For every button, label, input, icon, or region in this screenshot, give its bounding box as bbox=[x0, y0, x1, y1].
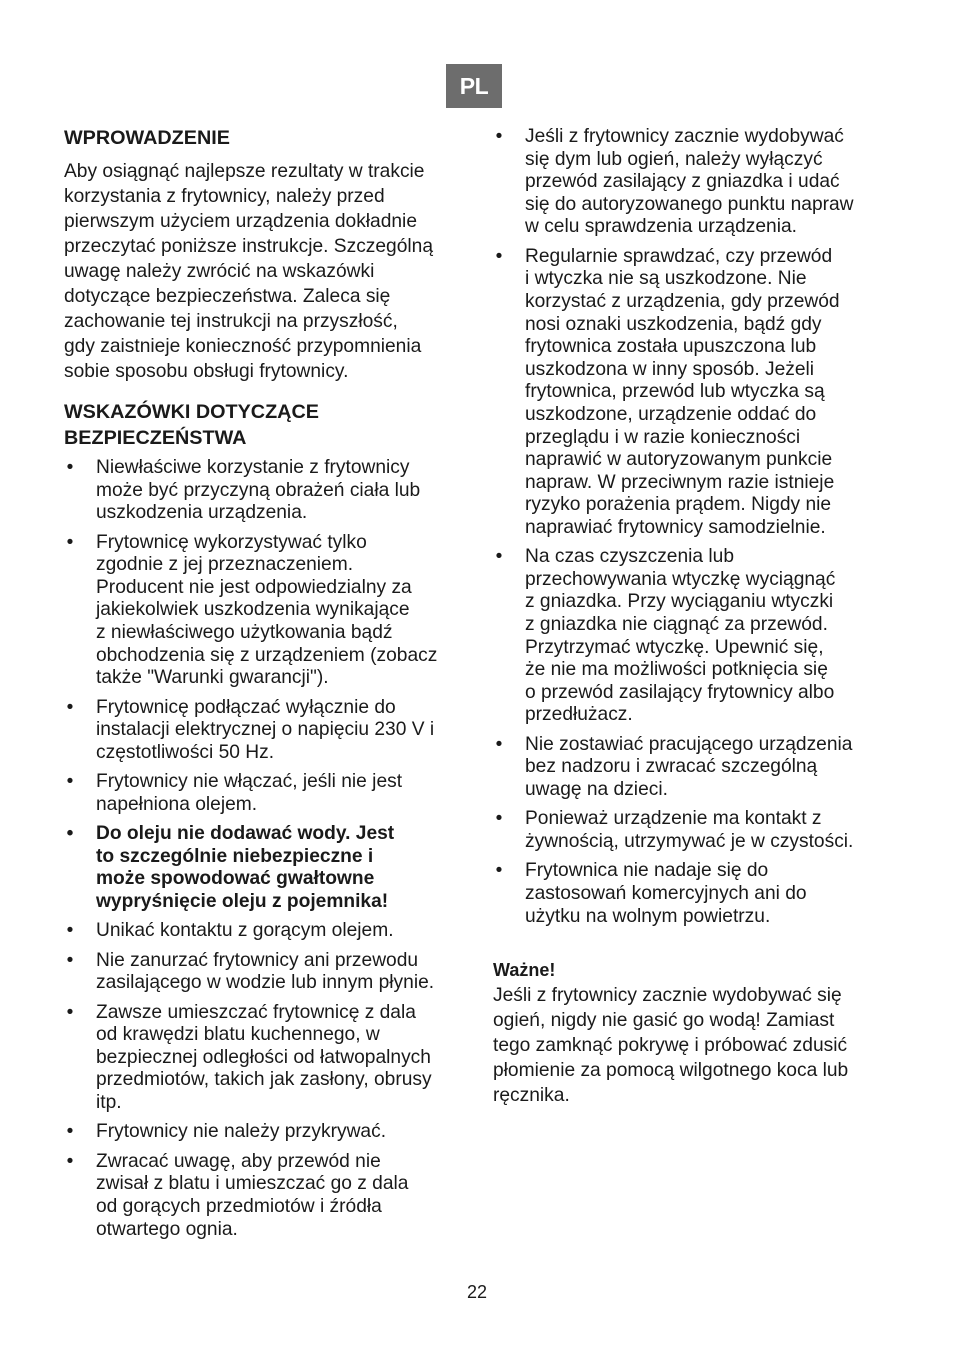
text-line: przechowywania wtyczkę wyciągnąć bbox=[525, 568, 836, 590]
safety-list-item bbox=[64, 771, 464, 816]
text-line: od krawędzi blatu kuchennego, w bbox=[96, 1024, 380, 1046]
text-line: Jeśli z frytownicy zacznie wydobywać bbox=[525, 126, 844, 147]
text-line: pierwszym użyciem urządzenia dokładnie bbox=[64, 211, 417, 232]
safety-item-text bbox=[96, 920, 394, 941]
page-number: 22 bbox=[466, 1282, 488, 1302]
safety-list-item bbox=[64, 1121, 464, 1144]
text-line: także "Warunki gwarancji"). bbox=[96, 667, 329, 689]
text-line: uwagę należy zwrócić na wskazówki bbox=[64, 261, 375, 282]
text-line: itp. bbox=[96, 1092, 122, 1114]
text-line: instalacji elektrycznej o napięciu 230 V i bbox=[96, 719, 435, 741]
safety-list-item bbox=[493, 246, 885, 540]
bullet-icon: • bbox=[66, 1001, 74, 1023]
text-line: Frytownicę podłączać wyłącznie do bbox=[96, 696, 396, 718]
left-column bbox=[64, 126, 464, 1248]
safety-item-text bbox=[96, 1151, 408, 1240]
right-column bbox=[493, 126, 885, 1108]
text-line: wypryśnięcie oleju z pojemnika! bbox=[96, 890, 389, 912]
text-line: może być przyczyną obrażeń ciała lub bbox=[96, 479, 421, 501]
bullet-icon: • bbox=[495, 808, 503, 830]
safety-list-item bbox=[493, 546, 885, 727]
text-line: że nie ma możliwości potknięcia się bbox=[525, 659, 828, 681]
text-line: się do autoryzowanego punktu napraw bbox=[525, 193, 854, 215]
safety-item-text bbox=[525, 246, 840, 538]
text-line: przeglądu i w razie konieczności bbox=[525, 426, 801, 448]
text-line: sobie sposobu obsługi frytownicy. bbox=[64, 361, 349, 382]
text-line: otwartego ognia. bbox=[96, 1218, 238, 1240]
text-line: obchodzenia się z urządzeniem (zobacz bbox=[96, 644, 438, 666]
important-note bbox=[493, 958, 885, 1108]
safety-list-item bbox=[493, 126, 885, 239]
bullet-icon: • bbox=[66, 531, 74, 553]
text-line: tego zamknąć pokrywę i próbować zdusić bbox=[493, 1035, 848, 1057]
text-line: uwagę na dzieci. bbox=[525, 779, 668, 801]
text-line: bezpiecznej odległości od łatwopalnych bbox=[96, 1046, 431, 1068]
text-line: Zwracać uwagę, aby przewód nie bbox=[96, 1150, 381, 1172]
text-line: uszkodzenia urządzenia. bbox=[96, 502, 308, 524]
text-line: Ponieważ urządzenie ma kontakt z bbox=[525, 808, 822, 830]
safety-item-text bbox=[96, 771, 402, 815]
text-line: naprawiać frytownicy samodzielnie. bbox=[525, 516, 826, 538]
important-text bbox=[493, 983, 885, 1108]
text-line: Frytownicy nie należy przykrywać. bbox=[96, 1121, 387, 1143]
bullet-icon: • bbox=[495, 860, 503, 882]
bullet-icon: • bbox=[66, 949, 74, 971]
safety-item-text bbox=[525, 808, 853, 852]
safety-heading bbox=[64, 399, 464, 451]
safety-heading-line-2: BEZPIECZEŃSTWA bbox=[64, 427, 247, 449]
safety-list-item bbox=[64, 697, 464, 765]
text-line: zachowanie tej instrukcji na przyszłość, bbox=[64, 311, 398, 332]
text-line: Regularnie sprawdzać, czy przewód bbox=[525, 245, 833, 267]
safety-item-text bbox=[96, 532, 437, 689]
text-line: jakiekolwiek uszkodzenia wynikające bbox=[96, 599, 410, 621]
text-line: się dym lub ogień, należy wyłączyć bbox=[525, 148, 823, 170]
bullet-icon: • bbox=[66, 920, 74, 942]
text-line: żywnością, utrzymywać je w czystości. bbox=[525, 831, 854, 852]
safety-item-text bbox=[525, 546, 835, 725]
text-line: nosi oznaki uszkodzenia, bądź gdy bbox=[525, 313, 822, 335]
text-line: Zawsze umieszczać frytownicę z dala bbox=[96, 1001, 416, 1023]
safety-item-text bbox=[96, 950, 434, 994]
bullet-icon: • bbox=[495, 546, 503, 568]
text-line: i wtyczka nie są uszkodzone. Nie bbox=[525, 268, 807, 290]
text-line: w celu sprawdzenia urządzenia. bbox=[525, 216, 797, 238]
safety-heading-line-1: WSKAZÓWKI DOTYCZĄCE bbox=[64, 401, 319, 423]
text-line: uszkodzona w inny sposób. Jeżeli bbox=[525, 358, 815, 380]
safety-item-text bbox=[96, 1121, 386, 1142]
intro-paragraph bbox=[64, 159, 464, 384]
text-line: napełniona olejem. bbox=[96, 793, 258, 815]
safety-list-item bbox=[493, 860, 885, 928]
text-line: Frytownicy nie włączać, jeśli nie jest bbox=[96, 771, 403, 793]
text-line: Jeśli z frytownicy zacznie wydobywać się bbox=[493, 985, 842, 1007]
bullet-icon: • bbox=[66, 771, 74, 793]
safety-list-left bbox=[64, 457, 464, 1241]
bullet-icon: • bbox=[66, 457, 74, 478]
safety-list-item bbox=[64, 920, 464, 943]
safety-item-text bbox=[525, 860, 807, 926]
text-line: przeczytać poniższe instrukcje. Szczególną bbox=[64, 236, 433, 257]
text-line: Frytownica nie nadaje się do bbox=[525, 860, 769, 882]
intro-heading: WPROWADZENIE bbox=[64, 127, 230, 149]
text-line: Przytrzymać wtyczkę. Upewnić się, bbox=[525, 636, 824, 658]
bullet-icon: • bbox=[66, 1150, 74, 1172]
safety-list-item bbox=[64, 823, 464, 913]
text-line: Nie zostawiać pracującego urządzenia bbox=[525, 733, 853, 755]
text-line: o przewód zasilający frytownicy albo bbox=[525, 681, 835, 703]
text-line: ogień, nigdy nie gasić go wodą! Zamiast bbox=[493, 1010, 835, 1032]
text-line: gdy zaistnieje konieczność przypomnienia bbox=[64, 336, 422, 357]
bullet-icon: • bbox=[66, 823, 74, 845]
text-line: od gorących przedmiotów i źródła bbox=[96, 1195, 382, 1217]
safety-item-text bbox=[96, 457, 420, 523]
safety-item-text bbox=[96, 697, 434, 763]
text-line: ręcznika. bbox=[493, 1085, 570, 1107]
text-line: Unikać kontaktu z gorącym olejem. bbox=[96, 920, 394, 942]
text-line: może spowodować gwałtowne bbox=[96, 868, 375, 890]
text-line: zasilającego w wodzie lub innym płynie. bbox=[96, 972, 435, 994]
safety-item-text bbox=[96, 823, 394, 912]
text-line: bez nadzoru i zwracać szczególną bbox=[525, 756, 818, 778]
text-line: to szczególnie niebezpieczne i bbox=[96, 845, 374, 867]
text-line: zgodnie z jej przeznaczeniem. bbox=[96, 554, 354, 576]
text-line: przewód zasilający z gniazdka i udać bbox=[525, 171, 840, 193]
text-line: z gniazdka. Przy wyciąganiu wtyczki bbox=[525, 591, 834, 613]
text-line: użytku na wolnym powietrzu. bbox=[525, 905, 771, 927]
text-line: naprawić w autoryzowanym punkcie bbox=[525, 449, 833, 471]
text-line: częstotliwości 50 Hz. bbox=[96, 741, 275, 763]
language-badge: PL bbox=[446, 64, 502, 108]
safety-list-item bbox=[64, 1151, 464, 1241]
safety-list-item bbox=[493, 734, 885, 802]
text-line: frytownica została upuszczona lub bbox=[525, 336, 817, 358]
text-line: Nie zanurzać frytownicy ani przewodu bbox=[96, 949, 419, 971]
text-line: zastosowań komercyjnych ani do bbox=[525, 882, 807, 904]
text-line: z gniazdka nie ciągnąć za przewód. bbox=[525, 614, 828, 636]
safety-list-item bbox=[64, 950, 464, 995]
text-line: dotyczące bezpieczeństwa. Zaleca się bbox=[64, 286, 391, 307]
text-line: napraw. W przeciwnym razie istnieje bbox=[525, 471, 835, 493]
text-line: frytownica, przewód lub wtyczka są bbox=[525, 381, 825, 403]
safety-list-item bbox=[64, 1002, 464, 1115]
text-line: Do oleju nie dodawać wody. Jest bbox=[96, 823, 395, 845]
text-line: ryzyko porażenia prądem. Nigdy nie bbox=[525, 494, 832, 516]
bullet-icon: • bbox=[495, 733, 503, 755]
important-title: Ważne! bbox=[493, 960, 556, 981]
text-line: Na czas czyszczenia lub bbox=[525, 546, 735, 568]
bullet-icon: • bbox=[66, 1121, 74, 1143]
safety-list-right bbox=[493, 126, 885, 928]
text-line: płomienie za pomocą wilgotnego koca lub bbox=[493, 1060, 849, 1082]
safety-item-text bbox=[525, 126, 854, 237]
text-line: z niewłaściwego użytkowania bądź bbox=[96, 621, 393, 643]
bullet-icon: • bbox=[495, 245, 503, 267]
text-line: przedłużacz. bbox=[525, 704, 633, 726]
text-line: Aby osiągnąć najlepsze rezultaty w trakcie bbox=[64, 161, 425, 182]
safety-list-item bbox=[64, 532, 464, 690]
safety-list-item bbox=[64, 457, 464, 525]
text-line: korzystania z frytownicy, należy przed bbox=[64, 186, 385, 207]
safety-list-item bbox=[493, 808, 885, 853]
text-line: przedmiotów, takich jak zasłony, obrusy bbox=[96, 1069, 432, 1091]
bullet-icon: • bbox=[66, 696, 74, 718]
text-line: zwisał z blatu i umieszczać go z dala bbox=[96, 1173, 409, 1195]
text-line: Frytownicę wykorzystywać tylko bbox=[96, 531, 367, 553]
bullet-icon: • bbox=[495, 126, 503, 147]
text-line: Niewłaściwe korzystanie z frytownicy bbox=[96, 457, 410, 478]
text-line: Producent nie jest odpowiedzialny za bbox=[96, 576, 412, 598]
text-line: uszkodzone, urządzenie oddać do bbox=[525, 403, 817, 425]
safety-item-text bbox=[525, 734, 852, 800]
safety-item-text bbox=[96, 1002, 432, 1113]
text-line: korzystać z urządzenia, gdy przewód bbox=[525, 290, 840, 312]
